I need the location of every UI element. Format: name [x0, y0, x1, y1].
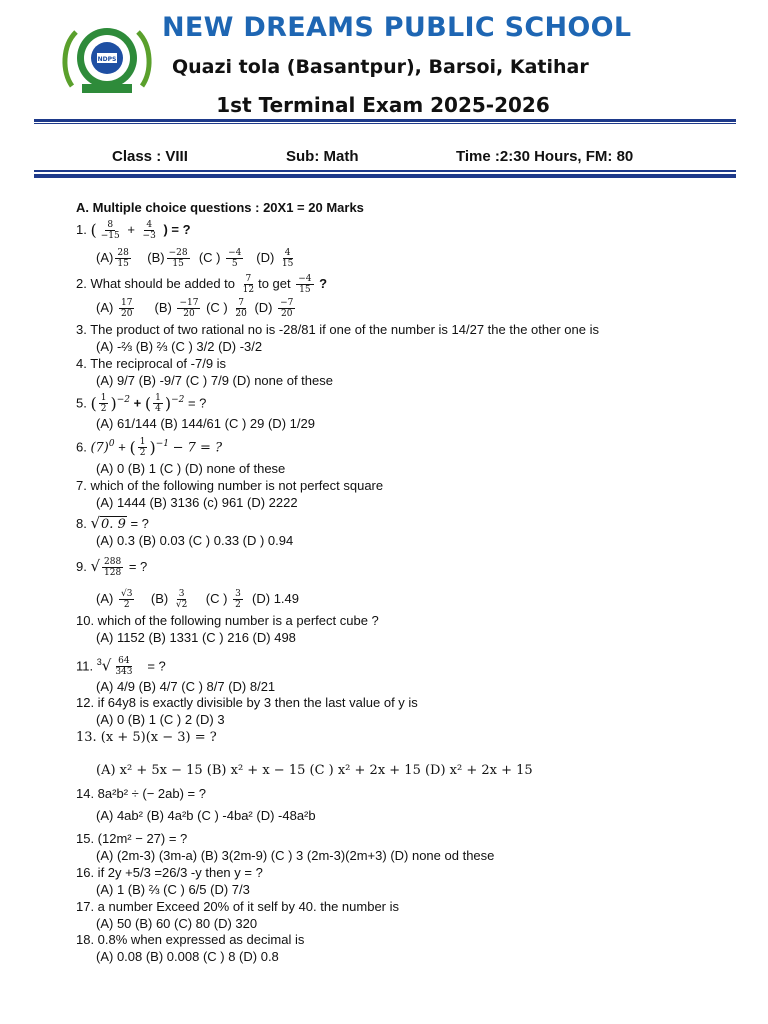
- school-logo-icon: [60, 22, 154, 98]
- section-heading: A. Multiple choice questions : 20X1 = 20 Marks: [76, 200, 364, 215]
- question-7-options: (A) 1444 (B) 3136 (c) 961 (D) 2222: [96, 495, 298, 510]
- question-13-options: (A) x² + 5x − 15 (B) x² + x − 15 (C ) x² + 2x + 15 (D) x² + 2x + 15: [96, 763, 533, 778]
- question-9-options: (A) $\frac{√3}{2}$ (B) $\frac{3}{√2}$ (C ) $\frac{3}{2}$ (D) 1.49: [96, 589, 300, 610]
- question-12-options: (A) 0 (B) 1 (C ) 2 (D) 3: [96, 712, 225, 727]
- question-3-options: (A) -⅔ (B) ⅔ (C ) 3/2 (D) -3/2: [96, 339, 263, 354]
- question-10: 10. which of the following number is a perfect cube ?: [76, 613, 379, 628]
- question-1: 1. ( $\frac{8}{-15}$ + $\frac{4}{-3}$ ) = ?: [76, 220, 191, 241]
- exam-title: 1st Terminal Exam 2025-2026: [216, 93, 550, 117]
- question-15: 15. (12m² − 27) = ?: [76, 831, 188, 846]
- question-2-options: (A) $\frac{17}{20}$ (B) $\frac{-17}{20}$ (C ) $\frac{7}{20}$ (D) $\frac{-7}{20}$: [96, 298, 294, 319]
- question-18: 18. 0.8% when expressed as decimal is: [76, 932, 305, 947]
- question-10-options: (A) 1152 (B) 1331 (C ) 216 (D) 498: [96, 630, 296, 645]
- question-12: 12. if 64y8 is exactly divisible by 3 then the last value of y is: [76, 695, 418, 710]
- question-17-options: (A) 50 (B) 60 (C) 80 (D) 320: [96, 916, 258, 931]
- question-16-options: (A) 1 (B) ⅔ (C ) 6/5 (D) 7/3: [96, 882, 250, 897]
- question-4: 4. The reciprocal of -7/9 is: [76, 356, 227, 371]
- header-divider-thin: [34, 123, 736, 124]
- question-11-options: (A) 4/9 (B) 4/7 (C ) 8/7 (D) 8/21: [96, 679, 276, 694]
- question-8: 8. √0. 9 = ?: [76, 514, 149, 532]
- question-17: 17. a number Exceed 20% of it self by 40. the number is: [76, 899, 400, 914]
- question-15-options: (A) (2m-3) (3m-a) (B) 3(2m-9) (C ) 3 (2m-3)(2m+3) (D) none od these: [96, 848, 495, 863]
- question-18-options: (A) 0.08 (B) 0.008 (C ) 8 (D) 0.8: [96, 949, 279, 964]
- meta-divider-thin: [34, 170, 736, 172]
- question-5: 5. ( $\frac{1}{2}$ )$^{-2}$ + ( $\frac{1}{4}$ )$^{-2}$ = ?: [76, 393, 207, 415]
- question-16: 16. if 2y +5/3 =26/3 -y then y = ?: [76, 865, 263, 880]
- question-14-options: (A) 4ab² (B) 4a²b (C ) -4ba² (D) -48a²b: [96, 808, 316, 823]
- question-3: 3. The product of two rational no is -28/81 if one of the number is 14/27 the the other one is: [76, 322, 599, 337]
- header-divider: [34, 119, 736, 122]
- class-label: Class : VIII: [112, 148, 188, 165]
- question-1-options: (A) $\frac{28}{15}$ (B) $\frac{-28}{15}$ (C ) $\frac{-4}{5}$ (D) $\frac{4}{15}$: [96, 248, 294, 269]
- time-marks-label: Time :2:30 Hours, FM: 80: [456, 148, 634, 165]
- question-2: 2. What should be added to $\frac{7}{12}$ to get $\frac{-4}{15}$ ?: [76, 274, 328, 295]
- question-7: 7. which of the following number is not perfect square: [76, 478, 384, 493]
- question-9: 9. √ $\frac{288}{128}$ = ?: [76, 556, 148, 578]
- school-name: NEW DREAMS PUBLIC SCHOOL: [162, 12, 632, 43]
- question-13: 13. (x + 5)(x − 3) = ?: [76, 730, 217, 745]
- question-6-options: (A) 0 (B) 1 (C ) (D) none of these: [96, 461, 286, 476]
- question-14: 14. 8a²b² ÷ (− 2ab) = ?: [76, 786, 206, 801]
- meta-divider: [34, 174, 736, 178]
- school-address: Quazi tola (Basantpur), Barsoi, Katihar: [172, 56, 589, 78]
- question-11: 11. $^3$√ $\frac{64}{343}$ = ?: [76, 656, 166, 678]
- question-6: 6. $(7)^0$ + ( $\frac{1}{2}$ )$^{-1}$ − 7 = ?: [76, 437, 223, 459]
- question-8-options: (A) 0.3 (B) 0.03 (C ) 0.33 (D ) 0.94: [96, 533, 294, 548]
- question-5-options: (A) 61/144 (B) 144/61 (C ) 29 (D) 1/29: [96, 416, 315, 431]
- svg-text:NDPS: NDPS: [97, 56, 117, 63]
- subject-label: Sub: Math: [286, 148, 359, 165]
- question-4-options: (A) 9/7 (B) -9/7 (C ) 7/9 (D) none of these: [96, 373, 333, 388]
